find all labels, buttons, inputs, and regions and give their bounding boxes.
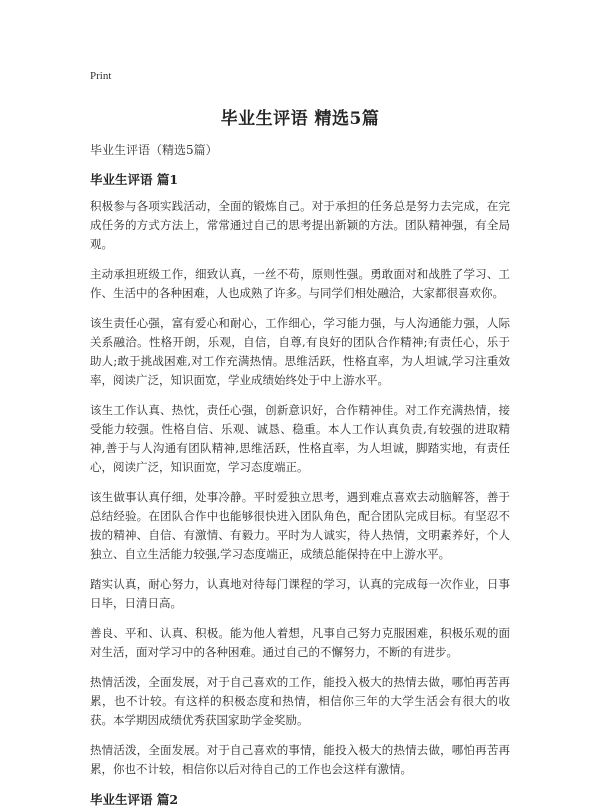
paragraph: 善良、平和、认真、积极。能为他人着想，凡事自己努力克服困难，积极乐观的面对生活，面对学习中的各种困难。通过自己的不懈努力，不断的有进步。: [90, 626, 510, 659]
paragraph: 该生工作认真、热忱，责任心强，创新意识好，合作精神佳。对工作充满热情，接受能力较强。性格自信、乐观、诚恳、稳重。本人工作认真负责,有较强的进取精神,善于与人沟通有团队精神,思维活跃，性格直率，为人坦诚，脚踏实地，有责任心，阅读广泛，知识面宽，学习态度端正。: [90, 403, 510, 474]
section-1: [90, 170, 510, 779]
document-subtitle: 毕业生评语（精选5篇）: [90, 143, 218, 157]
paragraph: 该生做事认真仔细，处事冷静。平时爱独立思考，遇到难点喜欢去动脑解答，善于总结经验。在团队合作中也能够很快进入团队角色，配合团队完成目标。有坚忍不拔的精神、自信、有激情、有毅力。平时为人诚实，待人热情，文明素养好，个人独立、自立生活能力较强,学习态度端正，成绩总能保持在中上游水平。: [90, 490, 510, 561]
section-heading: 毕业生评语 篇1: [90, 172, 179, 187]
document-title: 毕业生评语 精选5篇: [220, 109, 380, 129]
paragraph: 该生责任心强，富有爱心和耐心，工作细心，学习能力强，与人沟通能力强，人际关系融洽。性格开朗，乐观，自信，自尊,有良好的团队合作精神;有责任心，乐于助人;敢于挑战困难,对工作充满热情。思维活跃，性格直率，为人坦诚,学习注重效率，阅读广泛，知识面宽，学业成绩始终处于中上游水平。: [90, 316, 510, 387]
paragraph: 主动承担班级工作，细致认真，一丝不苟，原则性强。勇敢面对和战胜了学习、工作、生活中的各种困难，人也成熟了许多。与同学们相处融洽，大家都很喜欢你。: [90, 267, 510, 300]
paragraph: 积极参与各项实践活动，全面的锻炼自己。对于承担的任务总是努力去完成，在完成任务的方式方法上，常常通过自己的思考提出新颖的方法。团队精神强，有全局观。: [90, 199, 510, 251]
section-heading: 毕业生评语 篇2: [90, 792, 179, 807]
paragraph: 热情活泼，全面发展。对于自己喜欢的事情，能投入极大的热情去做，哪怕再苦再累，你也不计较，相信你以后对待自己的工作也会这样有激情。: [90, 743, 510, 776]
paragraph: 热情活泼，全面发展，对于自己喜欢的工作，能投入极大的热情去做，哪怕再苦再累，也不计较。有这样的积极态度和热情，相信你三年的大学生活会有很大的收获。本学期因成绩优秀获国家助学金奖励。: [90, 675, 510, 727]
print-label[interactable]: Print: [90, 70, 112, 82]
section-2: [90, 790, 510, 808]
paragraph: 踏实认真，耐心努力，认真地对待每门课程的学习，认真的完成每一次作业，日事日毕，日清日高。: [90, 577, 510, 610]
